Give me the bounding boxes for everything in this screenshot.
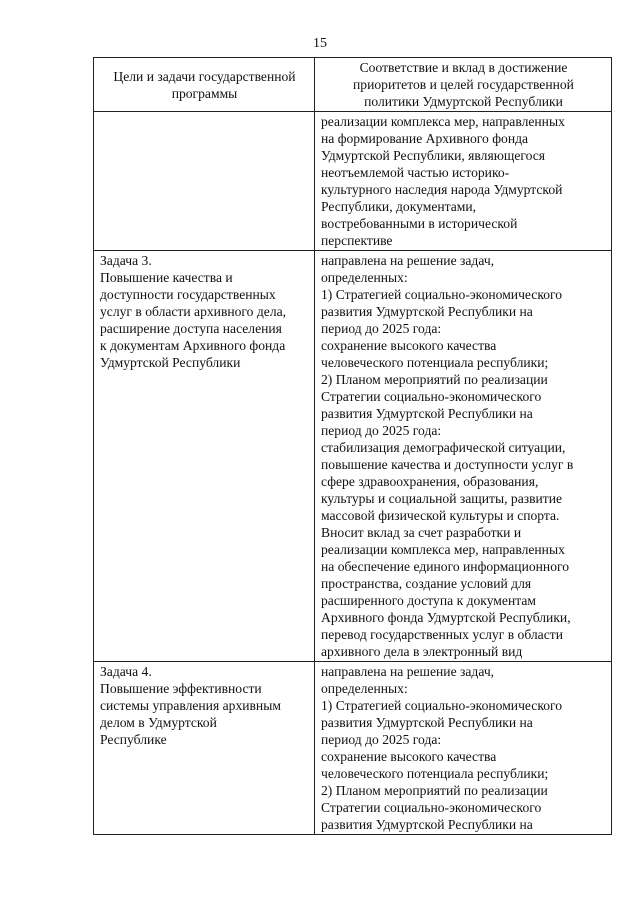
- text-line: развития Удмуртской Республики на: [321, 304, 533, 319]
- text-line: перевод государственных услуг в области: [321, 627, 563, 642]
- text-line: реализации комплекса мер, направленных: [321, 542, 565, 557]
- text-line: на формирование Архивного фонда: [321, 131, 529, 146]
- text-line: 2) Планом мероприятий по реализации: [321, 372, 548, 387]
- table-row: [94, 251, 612, 662]
- text-line: Задача 3.: [100, 253, 152, 268]
- text-line: направлена на решение задач,: [321, 664, 495, 679]
- text-line: неотъемлемой частью историко-: [321, 165, 510, 180]
- goals-table: [93, 57, 612, 835]
- text-line: сохранение высокого качества: [321, 338, 497, 353]
- header-goals-and-tasks: [94, 58, 315, 112]
- text-line: сохранение высокого качества: [321, 749, 497, 764]
- text-line: человеческого потенциала республики;: [321, 355, 549, 370]
- text-line: человеческого потенциала республики;: [321, 766, 549, 781]
- text-line: Повышение эффективности: [100, 681, 262, 696]
- text-line: Республики, документами,: [321, 199, 477, 214]
- text-line: пространства, создание условий для: [321, 576, 532, 591]
- text-line: культурного наследия народа Удмуртской: [321, 182, 563, 197]
- text-line: реализации комплекса мер, направленных: [321, 114, 565, 129]
- text-line: Удмуртской Республики: [100, 355, 241, 370]
- header-correspondence: [315, 58, 612, 112]
- header-text-line: приоритетов и целей государственной: [353, 77, 574, 92]
- text-line: Задача 4.: [100, 664, 152, 679]
- header-text-line: программы: [171, 85, 238, 101]
- text-line: стабилизация демографической ситуации,: [321, 440, 566, 455]
- text-line: системы управления архивным: [100, 698, 281, 713]
- text-line: доступности государственных: [100, 287, 276, 302]
- text-line: период до 2025 года:: [321, 423, 442, 438]
- cell-contribution: [315, 112, 612, 251]
- text-line: 2) Планом мероприятий по реализации: [321, 783, 548, 798]
- cell-contribution: [315, 251, 612, 662]
- text-line: направлена на решение задач,: [321, 253, 495, 268]
- text-line: определенных:: [321, 681, 408, 696]
- text-line: культуры и социальной защиты, развитие: [321, 491, 563, 506]
- text-line: Республике: [100, 732, 167, 747]
- text-line: сфере здравоохранения, образования,: [321, 474, 539, 489]
- cell-task: [94, 251, 315, 662]
- text-line: расширенного доступа к документам: [321, 593, 536, 608]
- text-line: перспективе: [321, 233, 393, 248]
- cell-contribution: [315, 662, 612, 835]
- table-row: [94, 112, 612, 251]
- header-text-line: Соответствие и вклад в достижение: [359, 60, 568, 75]
- text-line: к документам Архивного фонда: [100, 338, 286, 353]
- cell-task: [94, 112, 315, 251]
- text-line: услуг в области архивного дела,: [100, 304, 287, 319]
- text-line: Стратегии социально-экономического: [321, 389, 542, 404]
- text-line: Удмуртской Республики, являющегося: [321, 148, 546, 163]
- text-line: Вносит вклад за счет разработки и: [321, 525, 522, 540]
- text-line: Стратегии социально-экономического: [321, 800, 542, 815]
- page-number: 15: [313, 36, 327, 51]
- text-line: развития Удмуртской Республики на: [321, 715, 533, 730]
- text-line: развития Удмуртской Республики на: [321, 406, 533, 421]
- table-header-row: [94, 58, 612, 112]
- text-line: развития Удмуртской Республики на: [321, 817, 533, 832]
- text-line: востребованными в исторической: [321, 216, 518, 231]
- table-row: [94, 662, 612, 835]
- text-line: на обеспечение единого информационного: [321, 559, 570, 574]
- text-line: период до 2025 года:: [321, 732, 442, 747]
- text-line: Повышение качества и: [100, 270, 233, 285]
- text-line: Архивного фонда Удмуртской Республики,: [321, 610, 571, 625]
- text-line: повышение качества и доступности услуг в: [321, 457, 574, 472]
- cell-task: [94, 662, 315, 835]
- text-line: 1) Стратегией социально-экономического: [321, 287, 563, 302]
- text-line: период до 2025 года:: [321, 321, 442, 336]
- header-text-line: Цели и задачи государственной: [113, 68, 296, 84]
- text-line: делом в Удмуртской: [100, 715, 217, 730]
- text-line: расширение доступа населения: [100, 321, 282, 336]
- text-line: 1) Стратегией социально-экономического: [321, 698, 563, 713]
- text-line: массовой физической культуры и спорта.: [321, 508, 560, 523]
- text-line: архивного дела в электронный вид: [321, 644, 523, 659]
- text-line: определенных:: [321, 270, 408, 285]
- header-text-line: политики Удмуртской Республики: [364, 94, 563, 109]
